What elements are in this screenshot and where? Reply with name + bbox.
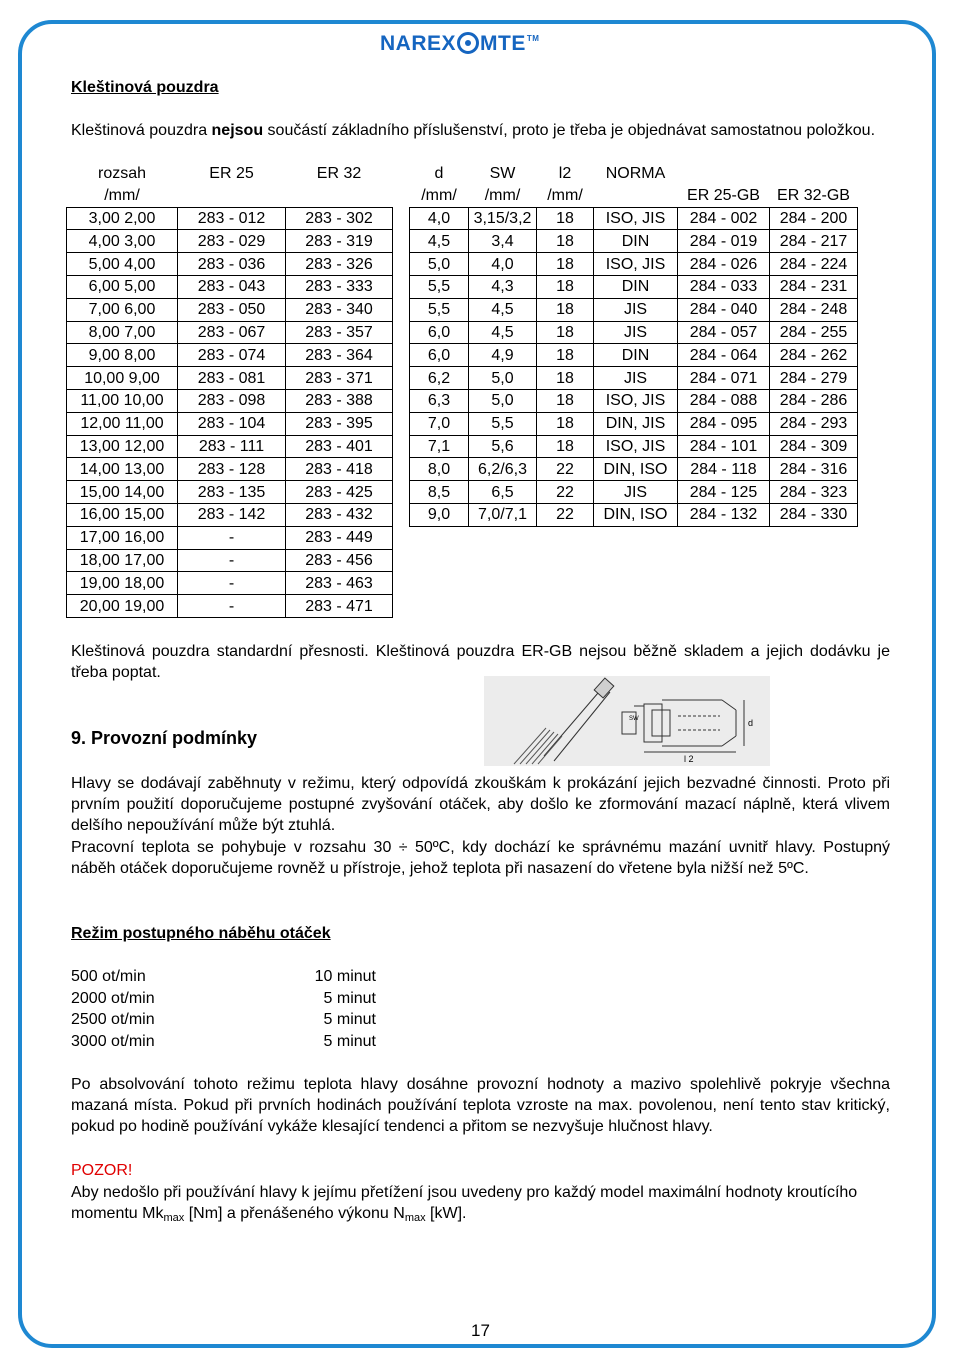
table-row <box>67 458 393 481</box>
table-cell: 283 - 029 <box>178 230 286 253</box>
precision-note: Kleštinová pouzdra standardní přesnosti. Kleštinová pouzdra ER-GB nejsou běžně skladem a jejich dodávku je třeba poptat. <box>71 643 890 681</box>
table-cell: 4,5 <box>410 230 469 253</box>
table-row <box>410 412 858 435</box>
table-cell: 284 - 040 <box>678 298 770 321</box>
table-cell: ISO, JIS <box>594 435 678 458</box>
table-cell: 283 - 302 <box>286 207 393 230</box>
unit-label: /mm/ <box>410 185 469 207</box>
table-cell: 284 - 323 <box>770 481 858 504</box>
table-cell: 283 - 142 <box>178 503 286 526</box>
table-cell: 5,0 <box>410 253 469 276</box>
table-cell: 284 - 200 <box>770 207 858 230</box>
torque-note <box>71 1182 890 1224</box>
table-cell: 5,5 <box>469 412 537 435</box>
table-units-row <box>410 185 858 207</box>
table-cell: 5,5 <box>410 275 469 298</box>
table-cell: 283 - 371 <box>286 367 393 390</box>
torque-note-sub-2: max <box>404 1212 426 1224</box>
table-cell: ISO, JIS <box>594 389 678 412</box>
table-cell: 18 <box>537 298 594 321</box>
table-cell: 22 <box>537 458 594 481</box>
drawing-label-d: d <box>748 718 754 728</box>
table-row <box>67 503 393 526</box>
intro-bold: nejsou <box>211 122 264 139</box>
table-cell: 283 - 319 <box>286 230 393 253</box>
unit-label: ER 32-GB <box>770 185 858 207</box>
table-cell: 3,4 <box>469 230 537 253</box>
table-cell: 284 - 095 <box>678 412 770 435</box>
table-cell: 20,00 19,00 <box>67 595 178 618</box>
table-cell: 18 <box>537 321 594 344</box>
table-cell: 15,00 14,00 <box>67 481 178 504</box>
table-cell: 283 - 401 <box>286 435 393 458</box>
table-cell: 284 - 330 <box>770 503 858 526</box>
logo-text-right: MTE <box>480 32 526 55</box>
table-row <box>67 526 393 549</box>
table-row <box>67 344 393 367</box>
table-cell: 22 <box>537 481 594 504</box>
column-header: SW <box>489 165 516 183</box>
table-cell: 283 - 043 <box>178 275 286 298</box>
table-row <box>410 253 858 276</box>
table-cell: 283 - 128 <box>178 458 286 481</box>
column-header: l2 <box>558 165 572 183</box>
table-cell: 6,0 <box>410 321 469 344</box>
table-cell: 11,00 10,00 <box>67 389 178 412</box>
table-row <box>67 435 393 458</box>
table-cell: 7,0/7,1 <box>469 503 537 526</box>
table-cell: 283 - 340 <box>286 298 393 321</box>
table-cell: 18 <box>537 230 594 253</box>
table-cell: 12,00 11,00 <box>67 412 178 435</box>
section-title-collets: Kleštinová pouzdra <box>71 79 219 96</box>
table-cell: 283 - 432 <box>286 503 393 526</box>
table-row <box>67 481 393 504</box>
table-cell: 284 - 231 <box>770 275 858 298</box>
table-cell: 284 - 224 <box>770 253 858 276</box>
table-cell: 283 - 050 <box>178 298 286 321</box>
table-cell: DIN <box>594 344 678 367</box>
table-cell: 17,00 16,00 <box>67 526 178 549</box>
table-cell: ISO, JIS <box>594 253 678 276</box>
table-cell: 4,3 <box>469 275 537 298</box>
regime-speed: 3000 ot/min <box>71 1032 155 1050</box>
table-row <box>410 503 858 526</box>
table-cell: 283 - 463 <box>286 572 393 595</box>
table-cell: JIS <box>594 321 678 344</box>
table-cell: 284 - 132 <box>678 503 770 526</box>
table-cell: 4,0 <box>410 207 469 230</box>
empty-cell <box>770 163 858 185</box>
torque-note-a: Aby nedošlo při používání hlavy k jejímu přetížení jsou uvedeny pro každý model maximální hodnoty kroutícího momentu Mk <box>71 1184 858 1222</box>
empty-cell <box>678 163 770 185</box>
section-9-paragraph-2: Pracovní teplota se pohybuje v rozsahu 30 ÷ 50ºC, kdy dochází ke správnému mazání uvnitř hlavy. Postupný náběh otáček doporučujeme rovněž u přístroje, jehož teplota při nasazení do vřetene byla nižší než 5ºC. <box>71 839 890 877</box>
table-cell: 5,00 4,00 <box>67 253 178 276</box>
table-cell: 284 - 071 <box>678 367 770 390</box>
table-cell: 283 - 012 <box>178 207 286 230</box>
tap-drawing-icon <box>484 676 770 766</box>
table-cell: 8,0 <box>410 458 469 481</box>
narex-mte-logo <box>380 32 539 56</box>
table-cell: 283 - 098 <box>178 389 286 412</box>
table-cell: 6,0 <box>410 344 469 367</box>
table-cell: 6,5 <box>469 481 537 504</box>
intro-text-before: Kleštinová pouzdra <box>71 122 212 139</box>
column-header: NORMA <box>605 165 666 183</box>
unit-label: /mm/ <box>537 185 594 207</box>
collet-table-er-gb <box>409 163 858 527</box>
table-cell: - <box>178 595 286 618</box>
table-cell: 10,00 9,00 <box>67 367 178 390</box>
drawing-label-l2: l 2 <box>684 754 694 764</box>
column-header: rozsah <box>97 165 147 183</box>
table-cell: 9,00 8,00 <box>67 344 178 367</box>
table-cell: 283 - 364 <box>286 344 393 367</box>
table-cell: 18 <box>537 412 594 435</box>
table-cell: DIN <box>594 230 678 253</box>
table-cell: 284 - 125 <box>678 481 770 504</box>
table-cell: 283 - 357 <box>286 321 393 344</box>
table-cell: 284 - 217 <box>770 230 858 253</box>
unit-label <box>594 185 678 207</box>
table-row <box>67 367 393 390</box>
table-cell: 7,1 <box>410 435 469 458</box>
table-cell: 6,2/6,3 <box>469 458 537 481</box>
table-cell: 22 <box>537 503 594 526</box>
table-cell: 5,0 <box>469 389 537 412</box>
table-row <box>410 298 858 321</box>
regime-time: 5 minut <box>323 1032 376 1050</box>
table-row <box>67 572 393 595</box>
table-cell: 18 <box>537 275 594 298</box>
table-cell: 284 - 064 <box>678 344 770 367</box>
table-cell: 283 - 111 <box>178 435 286 458</box>
table-row <box>67 595 393 618</box>
table-cell: 283 - 074 <box>178 344 286 367</box>
table-row <box>410 481 858 504</box>
torque-note-b: [Nm] a přenášeného výkonu N <box>184 1205 405 1222</box>
logo-text-left: NAREX <box>380 32 457 55</box>
table-row <box>67 298 393 321</box>
table-row <box>410 389 858 412</box>
torque-note-sub-1: max <box>163 1212 185 1224</box>
warning-label: POZOR! <box>71 1162 133 1179</box>
table-cell: 5,0 <box>469 367 537 390</box>
table-cell: 283 - 067 <box>178 321 286 344</box>
table-cell: 284 - 255 <box>770 321 858 344</box>
table-cell: 283 - 471 <box>286 595 393 618</box>
table-cell: 3,00 2,00 <box>67 207 178 230</box>
table-cell: 9,0 <box>410 503 469 526</box>
regime-time: 5 minut <box>323 989 376 1007</box>
table-row <box>410 344 858 367</box>
table-cell: 284 - 316 <box>770 458 858 481</box>
table-cell: JIS <box>594 367 678 390</box>
table-cell: JIS <box>594 298 678 321</box>
table-cell: - <box>178 572 286 595</box>
table-cell: 283 - 418 <box>286 458 393 481</box>
table-row <box>410 367 858 390</box>
table-cell: 14,00 13,00 <box>67 458 178 481</box>
table-cell: 284 - 101 <box>678 435 770 458</box>
logo-trademark: TM <box>526 34 540 43</box>
table-cell: 284 - 118 <box>678 458 770 481</box>
table-cell: 18,00 17,00 <box>67 549 178 572</box>
table-cell: 283 - 333 <box>286 275 393 298</box>
unit-label: ER 25-GB <box>678 185 770 207</box>
table-row <box>67 412 393 435</box>
table-cell: 18 <box>537 253 594 276</box>
table-cell: 8,5 <box>410 481 469 504</box>
table-row <box>410 435 858 458</box>
table-cell: 283 - 456 <box>286 549 393 572</box>
table-cell: 4,9 <box>469 344 537 367</box>
page-number: 17 <box>471 1321 490 1340</box>
table-cell: 283 - 326 <box>286 253 393 276</box>
table-row <box>410 275 858 298</box>
regime-speed: 500 ot/min <box>71 968 146 985</box>
section-9-heading: 9. Provozní podmínky <box>71 728 258 748</box>
table-row <box>410 230 858 253</box>
table-row <box>67 253 393 276</box>
table-cell: - <box>178 549 286 572</box>
drawing-label-sw: SW <box>629 716 639 722</box>
table-cell: 18 <box>537 367 594 390</box>
regime-speed: 2500 ot/min <box>71 1011 155 1028</box>
table-cell: 283 - 388 <box>286 389 393 412</box>
table-cell: JIS <box>594 481 678 504</box>
table-row <box>67 207 393 230</box>
table-cell: 284 - 309 <box>770 435 858 458</box>
table-row <box>67 275 393 298</box>
table-cell: 18 <box>537 207 594 230</box>
table-cell: 283 - 449 <box>286 526 393 549</box>
unit-label: /mm/ <box>469 185 537 207</box>
empty-cell <box>178 185 286 207</box>
unit-label: /mm/ <box>67 185 178 207</box>
table-row <box>410 321 858 344</box>
table-row <box>410 458 858 481</box>
table-row <box>67 389 393 412</box>
table-cell: 284 - 293 <box>770 412 858 435</box>
table-cell: 284 - 286 <box>770 389 858 412</box>
table-cell: 4,5 <box>469 321 537 344</box>
table-cell: 284 - 248 <box>770 298 858 321</box>
table-cell: 19,00 18,00 <box>67 572 178 595</box>
table-cell: DIN, JIS <box>594 412 678 435</box>
table-cell: 4,0 <box>469 253 537 276</box>
table-cell: 283 - 425 <box>286 481 393 504</box>
table-cell: 6,2 <box>410 367 469 390</box>
column-header: ER 25 <box>209 165 254 183</box>
table-cell: 284 - 279 <box>770 367 858 390</box>
table-cell: ISO, JIS <box>594 207 678 230</box>
column-header: d <box>434 165 444 183</box>
collet-drawing <box>484 676 770 766</box>
table-cell: 8,00 7,00 <box>67 321 178 344</box>
table-cell: 284 - 262 <box>770 344 858 367</box>
intro-paragraph <box>71 120 890 141</box>
section-9-paragraph-1: Hlavy se dodávají zaběhnuty v režimu, který odpovídá zkouškám k prokázání jejich bezvadné činnosti. Proto při prvním použití doporučujeme postupné zvyšování otáček, aby došlo ke zformování mazací náplně, která vlivem delšího nepoužívání může být ztuhlá. <box>71 775 890 834</box>
table-cell: 283 - 036 <box>178 253 286 276</box>
table-cell: 284 - 002 <box>678 207 770 230</box>
table-cell: 283 - 104 <box>178 412 286 435</box>
table-row <box>67 321 393 344</box>
table-cell: 6,3 <box>410 389 469 412</box>
regime-time: 5 minut <box>323 1011 376 1028</box>
table-cell: 283 - 081 <box>178 367 286 390</box>
table-header-row <box>67 163 393 185</box>
table-cell: 16,00 15,00 <box>67 503 178 526</box>
table-cell: 13,00 12,00 <box>67 435 178 458</box>
table-cell: 5,5 <box>410 298 469 321</box>
regime-speed: 2000 ot/min <box>71 989 155 1007</box>
table-cell: DIN, ISO <box>594 503 678 526</box>
table-cell: 7,00 6,00 <box>67 298 178 321</box>
table-row <box>67 230 393 253</box>
regime-title: Režim postupného náběhu otáček <box>71 925 331 942</box>
table-cell: 3,15/3,2 <box>469 207 537 230</box>
regime-time: 10 minut <box>314 968 376 985</box>
table-row <box>410 207 858 230</box>
final-paragraph: Po absolvování tohoto režimu teplota hlavy dosáhne provozní hodnoty a mazivo spolehlivě pokryje všechna mazaná místa. Pokud při prvních hodinách používání teplota vzroste na max. povolenou, není tento stav kritický, pokud po hodině používání vykáže klesající tendenci a přitom se nezvyšuje hlučnost hlavy. <box>71 1076 890 1135</box>
table-cell: - <box>178 526 286 549</box>
table-cell: DIN <box>594 275 678 298</box>
table-row <box>67 549 393 572</box>
table-cell: DIN, ISO <box>594 458 678 481</box>
table-cell: 284 - 088 <box>678 389 770 412</box>
table-cell: 18 <box>537 389 594 412</box>
table-cell: 283 - 135 <box>178 481 286 504</box>
table-cell: 284 - 026 <box>678 253 770 276</box>
column-header: ER 32 <box>316 165 362 183</box>
collet-table-er <box>66 163 393 618</box>
table-cell: 283 - 395 <box>286 412 393 435</box>
torque-note-c: [kW]. <box>425 1205 467 1222</box>
table-units-row <box>67 185 393 207</box>
table-cell: 4,5 <box>469 298 537 321</box>
table-cell: 4,00 3,00 <box>67 230 178 253</box>
empty-cell <box>286 185 393 207</box>
table-cell: 18 <box>537 344 594 367</box>
table-cell: 284 - 057 <box>678 321 770 344</box>
intro-text-after: součástí základního příslušenství, proto je třeba je objednávat samostatnou položkou. <box>263 122 876 139</box>
table-cell: 284 - 033 <box>678 275 770 298</box>
logo-ring-icon <box>457 32 479 54</box>
table-cell: 6,00 5,00 <box>67 275 178 298</box>
table-cell: 5,6 <box>469 435 537 458</box>
table-cell: 18 <box>537 435 594 458</box>
table-header-row <box>410 163 858 185</box>
table-cell: 7,0 <box>410 412 469 435</box>
table-cell: 284 - 019 <box>678 230 770 253</box>
